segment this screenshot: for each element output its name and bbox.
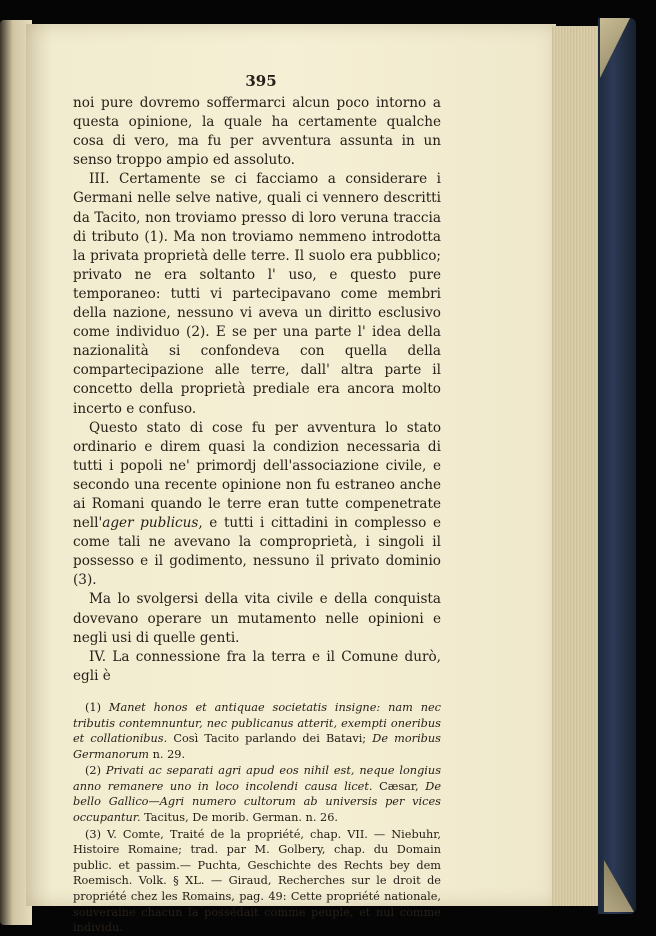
paragraph xyxy=(73,419,441,591)
footnote-title: De bello Gallico—Agri numero cultorum ab universis per vices occupantur. xyxy=(73,779,442,825)
paragraph: Ma lo svolgersi della vita civile e della conquista dovevano operare un mutamento nelle opinioni e negli usi di quelle genti. xyxy=(73,591,441,646)
footnote-text: V. Comte, Traité de la propriété, chap. VII. — Niebuhr, Histoire Romaine; trad. par M. Golbery, chap. du Domain public. et passim.— Puchta, Geschichte des Rechts bey dem Roemisch. Volk. § XL. — Giraud, Recherches sur le droit de propriété chez les Romains, pag. 49: Cette propriété nationale, souveraine chacun la possédait comme peuple, et nul comme individu. xyxy=(73,827,441,935)
footnote xyxy=(73,827,441,936)
page-edges xyxy=(552,26,602,906)
footnote-mark: (3) xyxy=(85,827,108,841)
body-text xyxy=(73,94,441,686)
paragraph-italic-term: ager publicus xyxy=(102,515,199,532)
footnote-quote: Manet honos et antiquae societatis insigne: nam nec tributis contemnuntur, nec publicanus atterit, exempti oneribus et collationibus. xyxy=(73,700,442,746)
footnote-quote: Privati ac separati agri apud eos nihil est, neque longius anno remanere uno in loco incolendi causa licet. xyxy=(73,764,441,793)
footnote-text: Cæsar, xyxy=(372,779,426,793)
footnote xyxy=(73,700,441,762)
page-text-block xyxy=(73,72,441,936)
paragraph: IV. La connessione fra la terra e il Comune durò, egli è xyxy=(73,648,441,684)
footnote-text: Così Tacito parlando dei Batavi; xyxy=(167,732,373,746)
paragraph: noi pure dovremo soffermarci alcun poco intorno a questa opinione, la quale ha certamente qualche cosa di vero, ma fu per avventura assunta in un senso troppo ampio ed assoluto. xyxy=(73,95,441,169)
footnotes xyxy=(73,700,441,936)
page-number: 395 xyxy=(245,72,277,90)
footnote-text: Tacitus, De morib. German. n. 26. xyxy=(140,811,338,825)
footnote-mark: (2) xyxy=(85,764,106,778)
paragraph: III. Certamente se ci facciamo a considerare i Germani nelle selve native, quali ci vennero descritti da Tacito, non troviamo presso di loro veruna traccia di tributo (1). Ma non troviamo nemmeno introdotta la privata proprietà delle terre. Il suolo era pubblico; privato ne era soltanto l' uso, e questo pure temporaneo: tutti vi partecipavano come membri della nazione, nessuno vi aveva un diritto esclusivo come individuo (2). E se per una parte l' idea della nazionalità si confondeva con quella della compartecipazione alle terre, dall' altra parte il concetto della proprietà prediale era ancora molto incerto e confuso. xyxy=(73,171,441,417)
paragraph-text: , e tutti i cittadini in complesso e come tali ne avevano la comproprietà, i singoli il possesso e il godimento, nessuno il privato dominio (3). xyxy=(73,515,441,589)
footnote-mark: (1) xyxy=(85,700,109,714)
book-cover xyxy=(598,18,636,914)
footnote-title: De moribus Germanorum xyxy=(73,732,441,761)
footnote-text: n. 29. xyxy=(149,747,186,761)
paragraph-text: Questo stato di cose fu per avventura lo stato ordinario e direm quasi la condizion necessaria di tutti i popoli ne' primordj dell'associazione civile, e secondo una recente opinione non fu estraneo anche ai Romani quando le terre eran tutte compenetrate nell' xyxy=(73,419,441,532)
footnote xyxy=(73,763,441,825)
